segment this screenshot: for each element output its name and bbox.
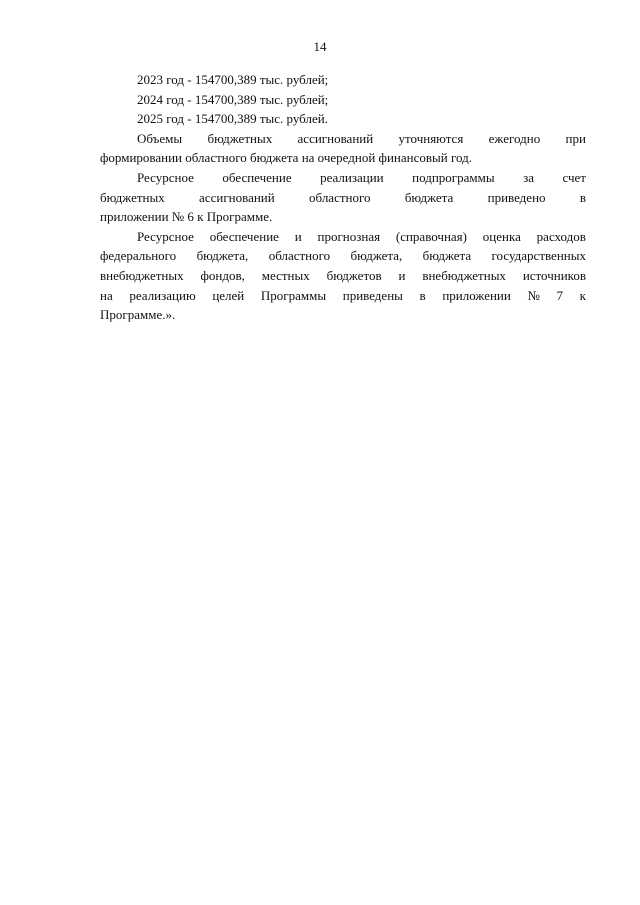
funding-year-2024: 2024 год - 154700,389 тыс. рублей; — [137, 91, 329, 107]
word: обеспечение — [209, 228, 279, 244]
word: ассигнований — [297, 130, 374, 146]
word: к — [579, 287, 586, 303]
word: Ресурсное — [137, 228, 194, 244]
word: обеспечение — [222, 169, 292, 185]
word: внебюджетных — [100, 267, 184, 283]
word: № — [527, 287, 540, 303]
word: бюджета — [404, 189, 454, 205]
paragraph-allocations-line-1 — [100, 129, 586, 149]
word: за — [523, 169, 534, 185]
paragraph-forecast-line-5: Программе.». — [100, 307, 176, 323]
word: Ресурсное — [137, 169, 194, 185]
word: бюджета — [422, 248, 472, 264]
word: уточняются — [398, 130, 464, 146]
word: расходов — [536, 228, 586, 244]
word: оценка — [482, 228, 521, 244]
paragraph-forecast-line-4 — [100, 286, 586, 306]
word: Объемы — [137, 130, 183, 146]
word: в — [579, 189, 586, 205]
word: приложении — [442, 287, 511, 303]
word: бюджетов — [326, 267, 382, 283]
funding-year-2023: 2023 год - 154700,389 тыс. рублей; — [137, 72, 329, 87]
word: фондов, — [200, 267, 245, 283]
paragraph-resource-line-1 — [100, 168, 586, 188]
paragraph-forecast-line-1 — [100, 227, 586, 247]
word: счет — [562, 169, 586, 185]
word: реализации — [320, 169, 384, 185]
document-body — [100, 70, 586, 325]
word: 7 — [556, 287, 564, 303]
word: приведены — [342, 287, 403, 303]
word: целей — [212, 287, 245, 303]
word: при — [565, 130, 586, 146]
funding-year-2025: 2025 год - 154700,389 тыс. рублей. — [137, 111, 328, 127]
word: прогнозная — [317, 228, 381, 244]
word: реализацию — [129, 287, 196, 303]
word: приведено — [487, 189, 546, 205]
word: внебюджетных — [422, 267, 506, 283]
paragraph-allocations-line-2: формировании областного бюджета на очередной финансовый год. — [100, 150, 472, 166]
word: подпрограммы — [412, 169, 495, 185]
word: и — [398, 267, 406, 283]
page-number: 14 — [313, 39, 327, 54]
word: и — [294, 228, 302, 244]
word: Программы — [260, 287, 327, 303]
word: областного — [268, 248, 331, 264]
word: в — [419, 287, 426, 303]
word: бюджета, — [196, 248, 249, 264]
word: источников — [522, 267, 586, 283]
paragraph-forecast-line-3 — [100, 266, 586, 286]
word: государственных — [491, 248, 586, 264]
word: бюджетных — [100, 189, 165, 205]
word: местных — [261, 267, 310, 283]
paragraph-forecast-line-2 — [100, 246, 586, 266]
word: федерального — [100, 248, 177, 264]
word: на — [100, 287, 113, 303]
word: ассигнований — [199, 189, 275, 205]
paragraph-resource-line-2 — [100, 188, 586, 208]
word: бюджета, — [350, 248, 403, 264]
paragraph-resource-line-3: приложении № 6 к Программе. — [100, 209, 273, 225]
word: областного — [309, 189, 371, 205]
word: бюджетных — [207, 130, 273, 146]
word: (справочная) — [395, 228, 467, 244]
word: ежегодно — [488, 130, 541, 146]
